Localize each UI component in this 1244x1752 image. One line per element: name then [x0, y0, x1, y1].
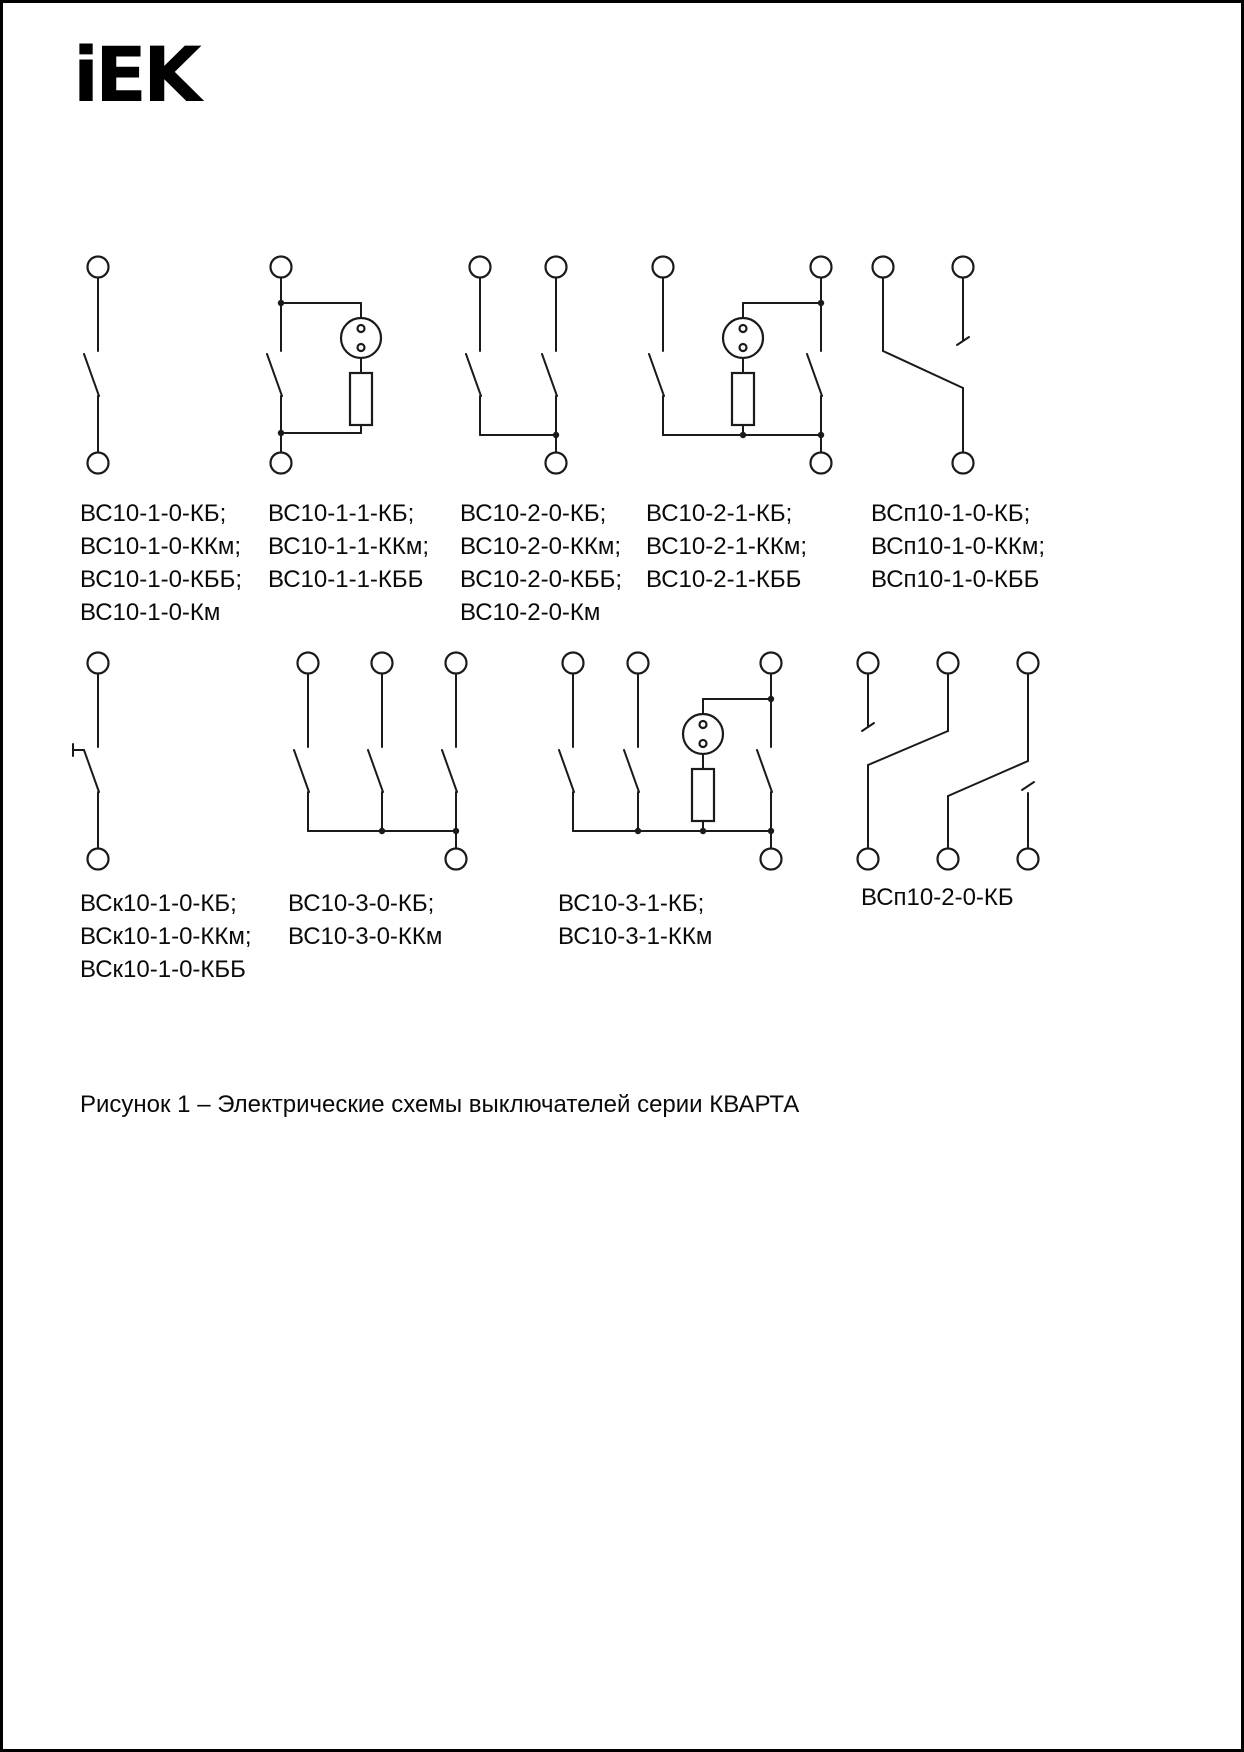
diagram-labels: [288, 887, 442, 953]
terminal-icon: [858, 849, 879, 870]
schematic-one-gang-switch: [63, 255, 133, 475]
lamp-electrode-icon: [358, 344, 365, 351]
terminal-icon: [88, 453, 109, 474]
junction-dot: [818, 300, 824, 306]
switch-blade-icon: [442, 750, 457, 792]
lamp-electrode-icon: [740, 325, 747, 332]
diagram-labels: [861, 881, 1014, 914]
terminal-icon: [653, 257, 674, 278]
model-label: ВС10-1-0-КБ;: [80, 500, 227, 527]
terminal-icon: [761, 653, 782, 674]
terminal-icon: [628, 653, 649, 674]
schematic-one-gang-two-way-switch: [858, 255, 993, 475]
model-label: ВС10-2-1-ККм;: [646, 533, 808, 560]
switch-blade-icon: [868, 731, 948, 765]
terminal-icon: [1018, 653, 1039, 674]
lamp-electrode-icon: [700, 740, 707, 747]
lamp-electrode-icon: [700, 721, 707, 728]
schematic-two-gang-switch-indicator: [638, 255, 838, 475]
switch-blade-icon: [807, 354, 822, 396]
model-label: ВС10-2-1-КББ: [646, 566, 802, 593]
terminal-icon: [88, 653, 109, 674]
model-label: ВСк10-1-0-КББ: [80, 956, 246, 983]
model-label: ВСк10-1-0-КБ;: [80, 890, 237, 917]
model-label: ВС10-1-0-Км: [80, 599, 221, 626]
junction-dot: [553, 432, 559, 438]
terminal-icon: [563, 653, 584, 674]
model-label: ВС10-3-0-КБ;: [288, 890, 435, 917]
terminal-icon: [858, 653, 879, 674]
schematic-three-gang-switch: [283, 651, 483, 871]
terminal-icon: [546, 453, 567, 474]
junction-dot: [740, 432, 746, 438]
terminal-icon: [546, 257, 567, 278]
model-label: ВС10-1-1-КББ: [268, 566, 424, 593]
junction-dot: [818, 432, 824, 438]
terminal-icon: [953, 257, 974, 278]
model-label: ВС10-2-0-КБ;: [460, 500, 607, 527]
junction-dot: [379, 828, 385, 834]
terminal-icon: [1018, 849, 1039, 870]
lamp-electrode-icon: [740, 344, 747, 351]
junction-dot: [635, 828, 641, 834]
model-label: ВСк10-1-0-ККм;: [80, 923, 252, 950]
model-label: ВСп10-1-0-КББ: [871, 566, 1040, 593]
terminal-icon: [873, 257, 894, 278]
model-label: ВС10-1-0-КББ;: [80, 566, 243, 593]
junction-dot: [768, 696, 774, 702]
terminal-icon: [88, 257, 109, 278]
model-label: ВС10-3-1-ККм: [558, 923, 713, 950]
lamp-electrode-icon: [358, 325, 365, 332]
junction-dot: [278, 430, 284, 436]
model-label: ВС10-1-1-ККм;: [268, 533, 430, 560]
model-label: ВС10-2-0-ККм;: [460, 533, 622, 560]
diagram-labels: [268, 497, 429, 596]
contact-tick-icon: [1022, 782, 1034, 790]
switch-blade-icon: [757, 750, 772, 792]
terminal-icon: [271, 453, 292, 474]
terminal-icon: [938, 849, 959, 870]
junction-dot: [700, 828, 706, 834]
switch-blade-icon: [649, 354, 664, 396]
switch-blade-icon: [948, 761, 1028, 796]
switch-blade-icon: [466, 354, 481, 396]
schematic-one-gang-push-switch: [63, 651, 133, 871]
iek-logo: iEK: [73, 30, 198, 119]
diagram-labels: [646, 497, 807, 596]
switch-blade-icon: [542, 354, 557, 396]
terminal-icon: [811, 257, 832, 278]
switch-blade-icon: [84, 750, 99, 792]
switch-blade-icon: [267, 354, 282, 396]
junction-dot: [768, 828, 774, 834]
model-label: ВС10-2-0-Км: [460, 599, 601, 626]
terminal-icon: [470, 257, 491, 278]
schematic-three-gang-switch-indicator: [548, 651, 788, 871]
diagram-labels: [871, 497, 1045, 596]
switch-blade-icon: [294, 750, 309, 792]
terminal-icon: [88, 849, 109, 870]
model-label: ВС10-1-1-КБ;: [268, 500, 415, 527]
model-label: ВС10-3-0-ККм: [288, 923, 443, 950]
schematic-two-gang-switch: [455, 255, 585, 475]
terminal-icon: [298, 653, 319, 674]
model-label: ВС10-2-1-КБ;: [646, 500, 793, 527]
switch-blade-icon: [559, 750, 574, 792]
diagram-labels: [80, 497, 242, 629]
switch-blade-icon: [84, 354, 99, 396]
resistor-icon: [350, 373, 372, 425]
switch-blade-icon: [368, 750, 383, 792]
schematic-one-gang-switch-indicator: [251, 255, 401, 475]
switch-blade-icon: [883, 351, 963, 388]
schematic-two-gang-two-way-switch: [848, 651, 1053, 871]
resistor-icon: [692, 769, 714, 821]
terminal-icon: [446, 849, 467, 870]
terminal-icon: [271, 257, 292, 278]
model-label: ВС10-2-0-КББ;: [460, 566, 623, 593]
model-label: ВСп10-2-0-КБ: [861, 884, 1014, 911]
model-label: ВСп10-1-0-ККм;: [871, 533, 1046, 560]
model-label: ВС10-1-0-ККм;: [80, 533, 242, 560]
model-label: ВС10-3-1-КБ;: [558, 890, 705, 917]
terminal-icon: [811, 453, 832, 474]
diagram-labels: [460, 497, 622, 629]
terminal-icon: [953, 453, 974, 474]
switch-blade-icon: [624, 750, 639, 792]
model-label: ВСп10-1-0-КБ;: [871, 500, 1031, 527]
resistor-icon: [732, 373, 754, 425]
diagram-labels: [80, 887, 252, 986]
terminal-icon: [446, 653, 467, 674]
terminal-icon: [938, 653, 959, 674]
junction-dot: [453, 828, 459, 834]
figure-caption: Рисунок 1 – Электрические схемы выключателей серии КВАРТА: [80, 1091, 800, 1118]
terminal-icon: [372, 653, 393, 674]
diagram-labels: [558, 887, 712, 953]
terminal-icon: [761, 849, 782, 870]
